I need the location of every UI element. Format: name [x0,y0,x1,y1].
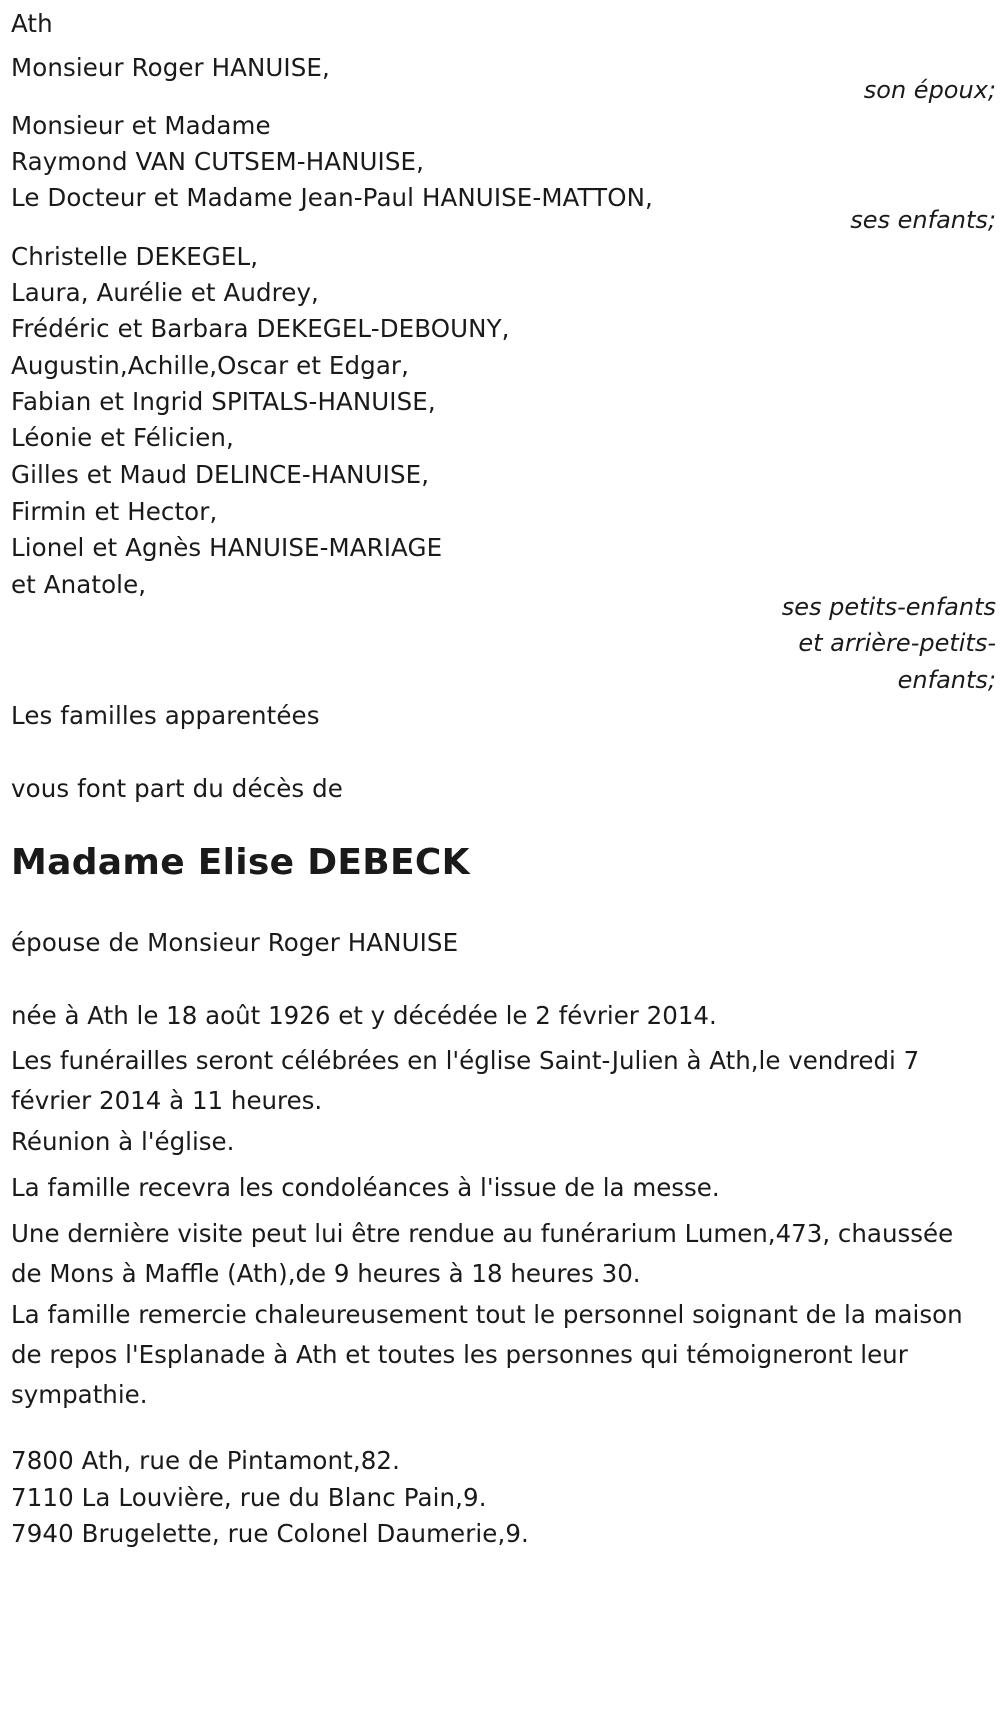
announcement: vous font part du décès de [11,774,343,803]
birth-death-text: née à Ath le 18 août 1926 et y décédée le 2 février 2014. [11,1001,717,1030]
funeral-text: Les funérailles seront célébrées en l'église Saint-Julien à Ath,le vendredi 7 février 2014 à 11 heures. [11,1046,920,1115]
grandchildren-role: ses petits-enfants [781,593,996,621]
thanks-text: La famille remercie chaleureusement tout le personnel soignant de la maison de repos l'Esplanade à Ath et toutes les personnes qui témoigneront leur sympathie. [11,1300,963,1409]
address-line: 7800 Ath, rue de Pintamont,82. [11,1446,400,1475]
meeting-text: Réunion à l'église. [11,1127,235,1156]
spouse-of: épouse de Monsieur Roger HANUISE [11,928,459,957]
grandchildren-line: Firmin et Hector, [11,497,218,526]
children-line: Raymond VAN CUTSEM-HANUISE, [11,147,424,176]
grandchildren-line: Frédéric et Barbara DEKEGEL-DEBOUNY, [11,314,510,343]
city-header: Ath [11,9,53,38]
condolences-text: La famille recevra les condoléances à l'issue de la messe. [11,1173,720,1202]
grandchildren-line: Léonie et Félicien, [11,423,234,452]
spouse-line: Monsieur Roger HANUISE, [11,53,330,82]
grandchildren-role: enfants; [897,666,996,694]
spouse-role: son époux; [863,76,996,104]
grandchildren-line: et Anatole, [11,570,147,599]
grandchildren-line: Gilles et Maud DELINCE-HANUISE, [11,460,430,489]
deceased-name: Madame Elise DEBECK [11,842,470,883]
address-line: 7940 Brugelette, rue Colonel Daumerie,9. [11,1519,529,1548]
children-line: Le Docteur et Madame Jean-Paul HANUISE-MATTON, [11,183,653,212]
address-line: 7110 La Louvière, rue du Blanc Pain,9. [11,1483,487,1512]
grandchildren-line: Augustin,Achille,Oscar et Edgar, [11,351,409,380]
related-families: Les familles apparentées [11,701,320,730]
grandchildren-line: Lionel et Agnès HANUISE-MARIAGE [11,533,443,562]
visit-text: Une dernière visite peut lui être rendue au funérarium Lumen,473, chaussée de Mons à Maffle (Ath),de 9 heures à 18 heures 30. [11,1219,954,1288]
grandchildren-line: Fabian et Ingrid SPITALS-HANUISE, [11,387,436,416]
children-role: ses enfants; [850,206,996,234]
children-line: Monsieur et Madame [11,111,271,140]
grandchildren-role: et arrière-petits- [798,629,996,657]
grandchildren-line: Laura, Aurélie et Audrey, [11,278,319,307]
grandchildren-line: Christelle DEKEGEL, [11,242,259,271]
